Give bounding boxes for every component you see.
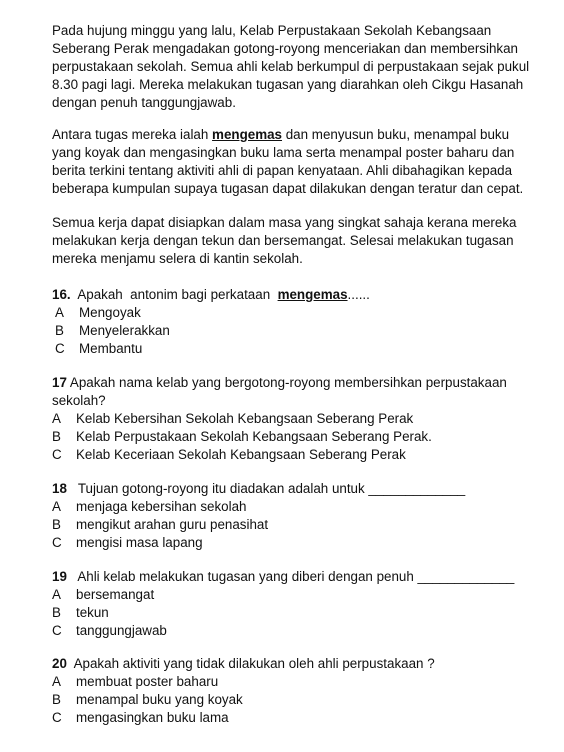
- option-c[interactable]: [52, 340, 542, 358]
- passage-line: mereka menjamu selera di kantin sekolah.: [52, 251, 303, 266]
- option-letter: B: [52, 692, 61, 707]
- passage-line: melakukan kerja dengan tekun dan bersemangat. Selesai melakukan tugasan: [52, 233, 514, 248]
- question-stem-continued: sekolah?: [52, 393, 106, 408]
- passage-text: dan menyusun buku, menampal buku: [282, 127, 510, 142]
- question-text: Apakah antonim bagi perkataan: [70, 287, 278, 302]
- question-17: [52, 374, 542, 464]
- question-number: 16.: [52, 287, 71, 302]
- passage-line: dengan penuh tanggungjawab.: [52, 95, 236, 110]
- option-letter: A: [52, 587, 61, 602]
- option-text: mengisi masa lapang: [76, 535, 203, 550]
- option-text: menjaga kebersihan sekolah: [76, 499, 247, 514]
- option-b[interactable]: [52, 516, 542, 534]
- option-b[interactable]: [52, 691, 542, 709]
- question-stem: [52, 374, 542, 392]
- option-letter: C: [52, 447, 62, 462]
- option-text: Mengoyak: [79, 305, 141, 320]
- passage-line: [52, 126, 542, 144]
- question-20: [52, 655, 542, 727]
- question-text: Apakah aktiviti yang tidak dilakukan oleh ahli perpustakaan ?: [66, 656, 435, 671]
- question-text: Ahli kelab melakukan tugasan yang diberi dengan penuh _____________: [66, 569, 515, 584]
- passage-line: yang koyak dan mengasingkan buku lama serta menampal poster baharu dan: [52, 145, 515, 160]
- option-letter: B: [52, 429, 61, 444]
- passage-text: Antara tugas mereka ialah: [52, 127, 213, 142]
- passage-line: berita terkini tentang aktiviti ahli di papan kenyataan. Ahli dibahagikan kepada: [52, 163, 513, 178]
- option-letter: C: [52, 623, 62, 638]
- option-letter: A: [55, 305, 64, 320]
- option-letter: A: [52, 411, 61, 426]
- option-letter: B: [52, 605, 61, 620]
- option-text: Kelab Keceriaan Sekolah Kebangsaan Seberang Perak: [76, 447, 406, 462]
- option-text: bersemangat: [76, 587, 155, 602]
- option-letter: A: [52, 674, 61, 689]
- passage-line: Pada hujung minggu yang lalu, Kelab Perpustakaan Sekolah Kebangsaan: [52, 23, 492, 38]
- option-a[interactable]: [52, 673, 542, 691]
- option-b[interactable]: [52, 428, 542, 446]
- option-text: Kelab Perpustakaan Sekolah Kebangsaan Seberang Perak.: [76, 429, 432, 444]
- passage-line: Seberang Perak mengadakan gotong-royong menceriakan dan membersihkan: [52, 41, 518, 56]
- option-text: tanggungjawab: [76, 623, 167, 638]
- option-a[interactable]: [52, 304, 542, 322]
- passage-line: 8.30 pagi lagi. Mereka melakukan tugasan yang diarahkan oleh Cikgu Hasanah: [52, 77, 524, 92]
- option-text: tekun: [76, 605, 109, 620]
- option-text: menampal buku yang koyak: [76, 692, 243, 707]
- keyword-mengemas: mengemas: [212, 127, 283, 142]
- option-c[interactable]: [52, 709, 542, 727]
- option-a[interactable]: [52, 410, 542, 428]
- option-c[interactable]: [52, 446, 542, 464]
- question-stem: [52, 480, 542, 498]
- question-number: 17: [52, 375, 67, 390]
- question-number: 20: [52, 656, 67, 671]
- option-b[interactable]: [52, 604, 542, 622]
- question-number: 19: [52, 569, 67, 584]
- option-text: Membantu: [79, 341, 143, 356]
- option-b[interactable]: [52, 322, 542, 340]
- option-text: Menyelerakkan: [79, 323, 170, 338]
- question-18: [52, 480, 542, 552]
- option-letter: B: [52, 517, 61, 532]
- passage-line: Semua kerja dapat disiapkan dalam masa yang singkat sahaja kerana mereka: [52, 215, 517, 230]
- passage-paragraph-2: [52, 126, 542, 198]
- option-letter: A: [52, 499, 61, 514]
- passage-line: perpustakaan sekolah. Semua ahli kelab berkumpul di perpustakaan sejak pukul: [52, 59, 530, 74]
- question-stem: [52, 655, 542, 673]
- option-letter: B: [55, 323, 64, 338]
- option-letter: C: [52, 710, 62, 725]
- option-a[interactable]: [52, 498, 542, 516]
- question-19: [52, 568, 542, 640]
- option-c[interactable]: [52, 622, 542, 640]
- question-text: Tujuan gotong-royong itu diadakan adalah untuk _____________: [66, 481, 466, 496]
- question-stem: [52, 286, 542, 304]
- question-16: [52, 286, 542, 358]
- option-text: mengasingkan buku lama: [76, 710, 229, 725]
- passage-paragraph-1: [52, 22, 542, 112]
- option-c[interactable]: [52, 534, 542, 552]
- option-a[interactable]: [52, 586, 542, 604]
- passage-line: beberapa kumpulan supaya tugasan dapat dilakukan dengan teratur dan cepat.: [52, 181, 524, 196]
- option-text: Kelab Kebersihan Sekolah Kebangsaan Seberang Perak: [76, 411, 414, 426]
- question-text: ......: [347, 287, 370, 302]
- option-letter: C: [52, 535, 62, 550]
- question-text: Apakah nama kelab yang bergotong-royong membersihkan perpustakaan: [66, 375, 507, 390]
- keyword-mengemas: mengemas: [277, 287, 348, 302]
- question-stem: [52, 568, 542, 586]
- question-number: 18: [52, 481, 67, 496]
- option-text: membuat poster baharu: [76, 674, 219, 689]
- option-text: mengikut arahan guru penasihat: [76, 517, 269, 532]
- option-letter: C: [55, 341, 65, 356]
- passage-paragraph-3: [52, 214, 542, 268]
